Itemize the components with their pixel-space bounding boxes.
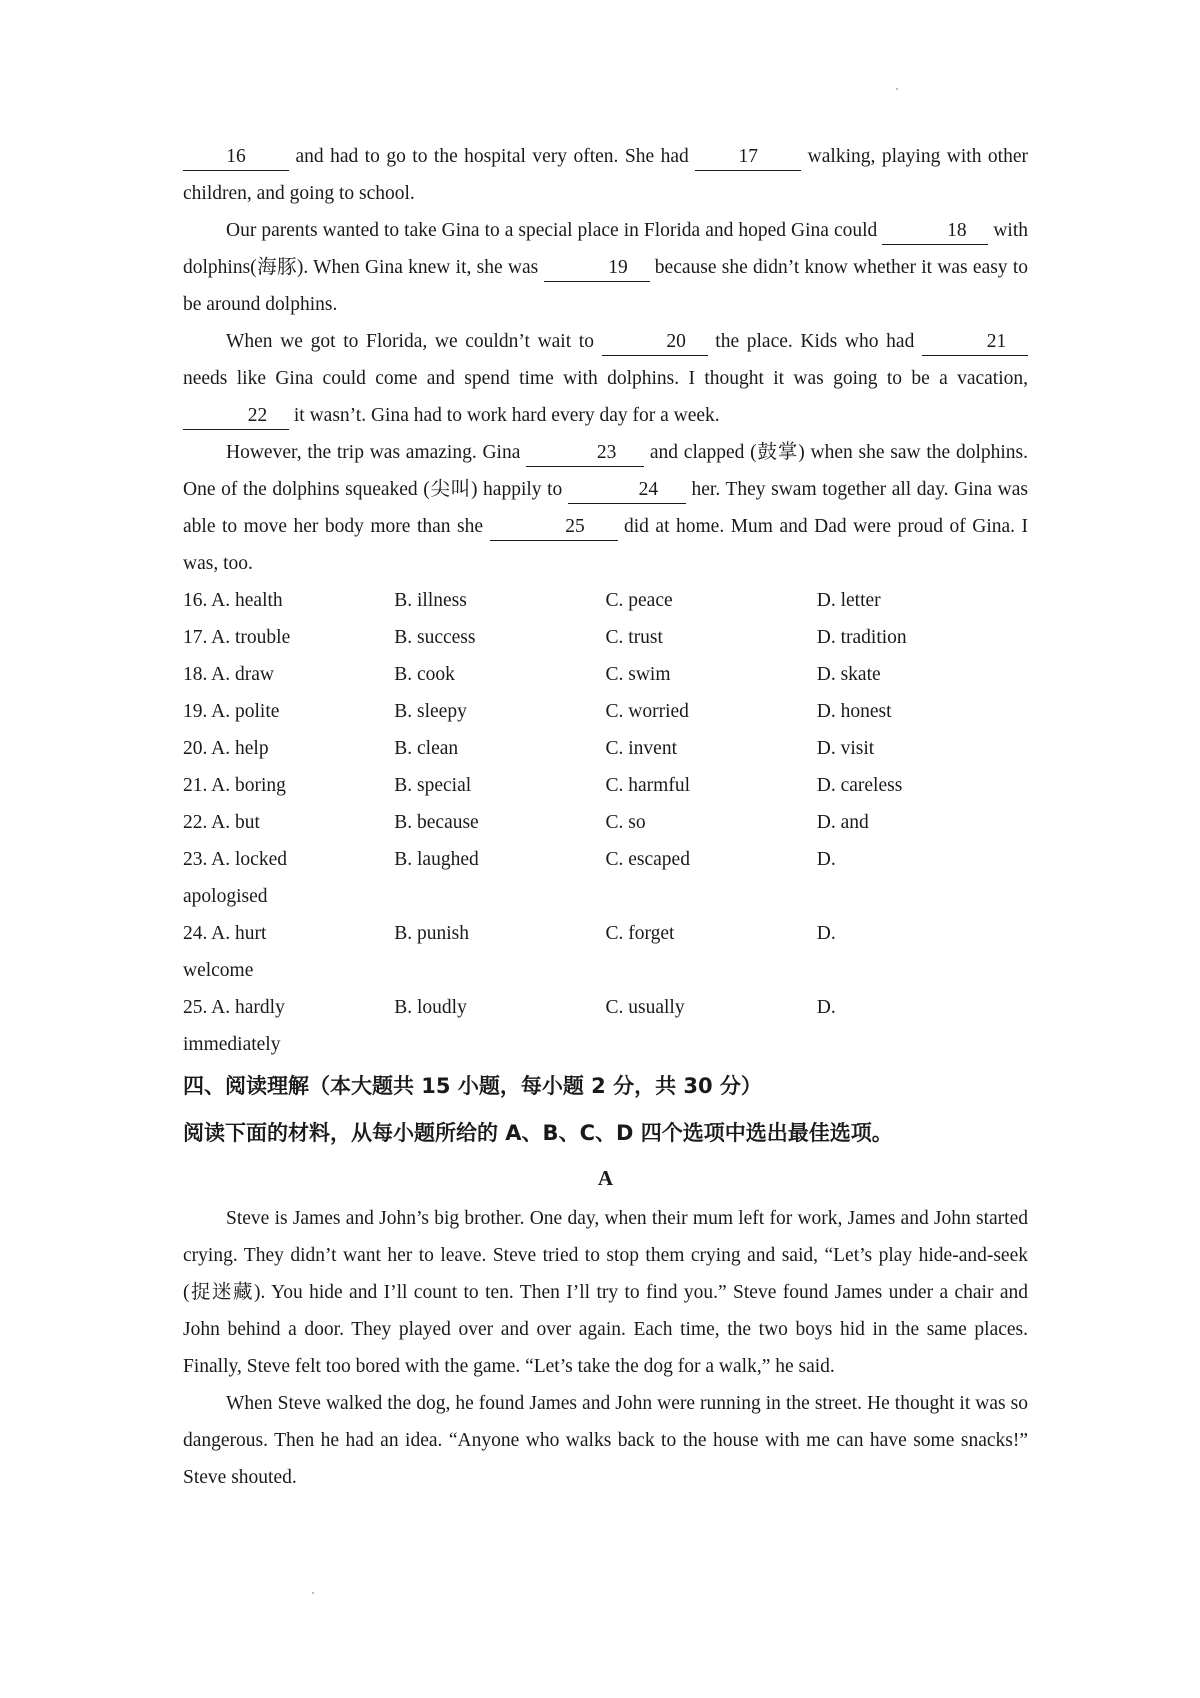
cloze-text: with dolphins(海豚). When Gina knew it, she was <box>183 220 1028 278</box>
cloze-text: the place. Kids who had <box>707 331 922 352</box>
option-d-wrapped-text[interactable]: apologised <box>183 886 268 907</box>
option-row-wrap <box>183 1026 1028 1063</box>
option-row <box>183 915 1028 952</box>
option-d[interactable]: D. visit <box>816 738 875 759</box>
blank-18[interactable]: 18 <box>882 218 988 245</box>
option-row <box>183 730 1028 767</box>
option-c[interactable]: C. so <box>605 812 646 833</box>
cloze-paragraph-3 <box>183 323 1028 434</box>
option-row <box>183 619 1028 656</box>
cloze-text: and clapped (鼓掌) when she saw the dolphins. One of the dolphins squeaked (尖叫) happily to <box>183 442 1028 500</box>
blank-20[interactable]: 20 <box>602 329 708 356</box>
blank-21[interactable]: 21 <box>922 329 1028 356</box>
passage-a-paragraph-2: When Steve walked the dog, he found James and John were running in the street. He thought it was so dangerous. Then he had an idea. “Anyone who walks back to the house with me can have some snacks!” Steve shouted. <box>183 1393 1028 1488</box>
scan-speck <box>896 88 898 90</box>
cloze-text: it wasn’t. Gina had to work hard every day for a week. <box>289 405 720 426</box>
option-row-wrap <box>183 952 1028 989</box>
option-d[interactable]: D. <box>816 923 836 944</box>
cloze-text: did at home. Mum and Dad were proud of Gina. I was, too. <box>183 516 1029 574</box>
blank-22[interactable]: 22 <box>183 403 289 430</box>
blank-16[interactable]: 16 <box>183 144 289 171</box>
passage-a-paragraph-1: Steve is James and John’s big brother. One day, when their mum left for work, James and John started crying. They didn’t want her to leave. Steve tried to stop them crying and said, “Let’s play hide-and-seek (捉迷藏). You hide and I’ll count to ten. Then I’ll try to find you.” Steve found James under a chair and John behind a door. They played over and over again. Each time, the two boys hid in the same places. Finally, Steve felt too bored with the game. “Let’s take the dog for a walk,” he said. <box>183 1208 1028 1377</box>
cloze-paragraph-4 <box>183 434 1028 582</box>
blank-19[interactable]: 19 <box>544 255 650 282</box>
option-d[interactable]: D. letter <box>816 590 881 611</box>
exam-page <box>183 138 1028 1496</box>
option-d-wrapped-text[interactable]: immediately <box>183 1034 281 1055</box>
option-a[interactable]: 21. A. boring <box>183 775 286 796</box>
option-a[interactable]: 22. A. but <box>183 812 260 833</box>
option-d[interactable]: D. and <box>816 812 869 833</box>
cloze-text: needs like Gina could come and spend time with dolphins. I thought it was going to be a vacation, <box>183 368 1028 389</box>
blank-25[interactable]: 25 <box>490 514 618 541</box>
option-b[interactable]: B. loudly <box>394 997 467 1018</box>
option-row <box>183 693 1028 730</box>
option-row <box>183 767 1028 804</box>
cloze-text: and had to go to the hospital very often. She had <box>289 146 696 167</box>
option-c[interactable]: C. swim <box>605 664 671 685</box>
cloze-paragraph-1 <box>183 138 1028 212</box>
option-c[interactable]: C. invent <box>605 738 677 759</box>
option-b[interactable]: B. special <box>394 775 472 796</box>
option-b[interactable]: B. sleepy <box>394 701 467 722</box>
option-d[interactable]: D. skate <box>816 664 881 685</box>
option-c[interactable]: C. trust <box>605 627 663 648</box>
option-c[interactable]: C. peace <box>605 590 673 611</box>
option-a[interactable]: 17. A. trouble <box>183 627 291 648</box>
cloze-text: However, the trip was amazing. Gina <box>226 442 527 463</box>
option-b[interactable]: B. success <box>394 627 476 648</box>
option-row <box>183 804 1028 841</box>
option-c[interactable]: C. worried <box>605 701 689 722</box>
blank-23[interactable]: 23 <box>526 440 644 467</box>
option-b[interactable]: B. because <box>394 812 479 833</box>
scan-speck <box>312 1592 314 1594</box>
option-row <box>183 656 1028 693</box>
option-a[interactable]: 25. A. hardly <box>183 997 285 1018</box>
cloze-text: When we got to Florida, we couldn’t wait to <box>226 331 602 352</box>
option-row <box>183 582 1028 619</box>
option-b[interactable]: B. punish <box>394 923 470 944</box>
option-a[interactable]: 16. A. health <box>183 590 283 611</box>
blank-24[interactable]: 24 <box>568 477 686 504</box>
option-c[interactable]: C. escaped <box>605 849 690 870</box>
option-a[interactable]: 24. A. hurt <box>183 923 267 944</box>
option-a[interactable]: 23. A. locked <box>183 849 287 870</box>
cloze-text: her. They swam together all day. Gina was able to move her body more than she <box>183 479 1028 537</box>
blank-17[interactable]: 17 <box>695 144 801 171</box>
options-table <box>183 582 1028 1063</box>
option-row <box>183 841 1028 878</box>
cloze-text: Our parents wanted to take Gina to a special place in Florida and hoped Gina could <box>226 220 883 241</box>
option-b[interactable]: B. illness <box>394 590 467 611</box>
option-b[interactable]: B. cook <box>394 664 455 685</box>
cloze-paragraph-2 <box>183 212 1028 323</box>
option-a[interactable]: 20. A. help <box>183 738 269 759</box>
cloze-text: walking, playing with other children, and going to school. <box>183 146 1028 204</box>
option-a[interactable]: 18. A. draw <box>183 664 274 685</box>
option-a[interactable]: 19. A. polite <box>183 701 280 722</box>
cloze-text: because she didn’t know whether it was easy to be around dolphins. <box>183 257 1029 315</box>
option-d[interactable]: D. <box>816 849 836 870</box>
option-b[interactable]: B. clean <box>394 738 459 759</box>
option-c[interactable]: C. usually <box>605 997 685 1018</box>
option-d[interactable]: D. careless <box>816 775 903 796</box>
option-c[interactable]: C. forget <box>605 923 675 944</box>
option-d[interactable]: D. honest <box>816 701 892 722</box>
section-title: 四、阅读理解（本大题共 15 小题，每小题 2 分，共 30 分） <box>183 1074 762 1098</box>
option-d[interactable]: D. tradition <box>816 627 907 648</box>
option-d-wrapped-text[interactable]: welcome <box>183 960 254 981</box>
section-instruction: 阅读下面的材料，从每小题所给的 A、B、C、D 四个选项中选出最佳选项。 <box>183 1121 893 1145</box>
option-row <box>183 989 1028 1026</box>
passage-heading: A <box>597 1166 614 1190</box>
option-b[interactable]: B. laughed <box>394 849 479 870</box>
option-c[interactable]: C. harmful <box>605 775 690 796</box>
option-row-wrap <box>183 878 1028 915</box>
option-d[interactable]: D. <box>816 997 836 1018</box>
